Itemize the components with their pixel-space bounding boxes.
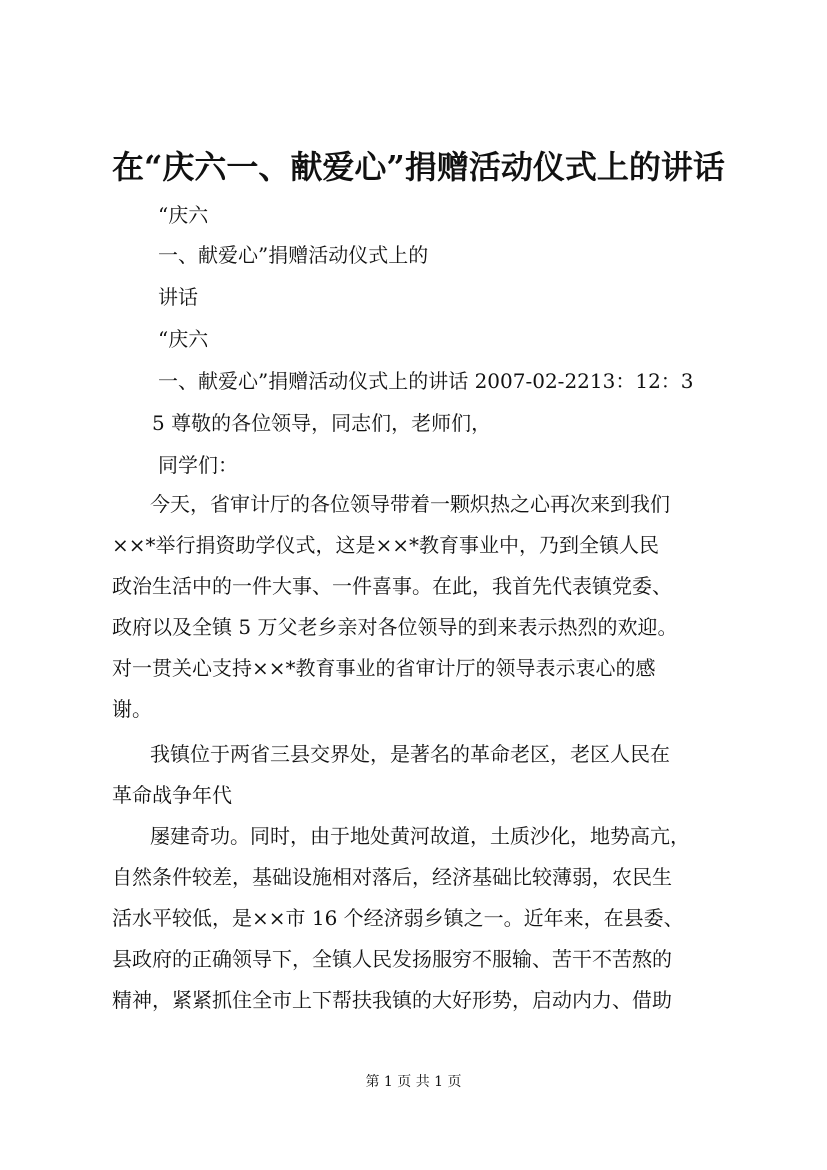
text-line: 对一贯关心支持××*教育事业的省审计厅的领导表示衷心的感 <box>112 656 656 680</box>
text-line: 屡建奇功。同时，由于地处黄河故道，土质沙化，地势高亢， <box>150 824 690 848</box>
text-line: 谢。 <box>112 697 152 721</box>
document-title: 在“庆六一、献爱心”捐赠活动仪式上的讲话 <box>112 148 725 186</box>
text-line: 政府以及全镇 5 万父老乡亲对各位领导的到来表示热烈的欢迎。 <box>112 615 678 639</box>
text-line: 5 尊敬的各位领导，同志们，老师们， <box>152 411 492 435</box>
text-line: 讲话 <box>158 285 198 309</box>
text-line: 精神，紧紧抓住全市上下帮扶我镇的大好形势，启动内力、借助 <box>112 988 672 1012</box>
text-line: 一、献爱心”捐赠活动仪式上的讲话 2007-02-2213：12：3 <box>158 369 694 393</box>
text-line: 一、献爱心”捐赠活动仪式上的 <box>158 243 429 267</box>
text-line: 自然条件较差，基础设施相对落后，经济基础比较薄弱，农民生 <box>112 865 672 889</box>
text-line: 政治生活中的一件大事、一件喜事。在此，我首先代表镇党委、 <box>112 574 672 598</box>
text-line: 县政府的正确领导下，全镇人民发扬服穷不服输、苦干不苦熬的 <box>112 947 672 971</box>
text-line: 我镇位于两省三县交界处，是著名的革命老区，老区人民在 <box>150 742 670 766</box>
text-line: 同学们： <box>158 453 238 477</box>
text-line: 今天，省审计厅的各位领导带着一颗炽热之心再次来到我们 <box>150 492 670 516</box>
text-line: 活水平较低，是××市 16 个经济弱乡镇之一。近年来，在县委、 <box>112 906 684 930</box>
text-line: ××*举行捐资助学仪式，这是××*教育事业中，乃到全镇人民 <box>112 533 660 557</box>
text-line: “庆六 <box>158 203 209 227</box>
text-line: 革命战争年代 <box>112 783 232 807</box>
page-footer: 第 1 页 共 1 页 <box>365 1074 462 1090</box>
text-line: “庆六 <box>158 327 209 351</box>
